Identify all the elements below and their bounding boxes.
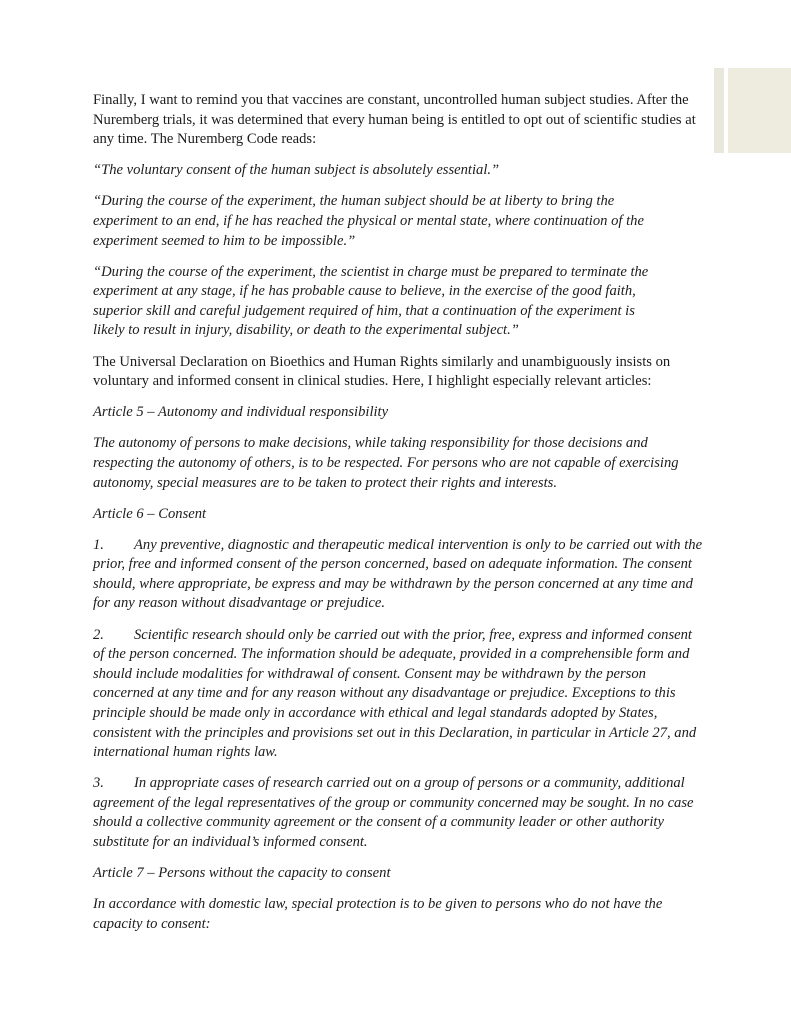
paragraph: [93, 774, 705, 852]
article-heading: [93, 403, 705, 423]
paragraph-text: The autonomy of persons to make decisions, while taking responsibility for those decisions and respecting the autonomy of others, is to be respected. For persons who are not capable of exercising autonomy, special measures are to be taken to protect their rights and interests.: [93, 435, 679, 491]
paragraph: [93, 192, 668, 251]
paragraph-text: In appropriate cases of research carried out on a group of persons or a community, additional agreement of the legal representatives of the group or community concerned may be sought. In no case should a collective community agreement or the consent of a community leader or other authority substitute for an individual’s informed consent.: [93, 775, 694, 850]
article-heading: [93, 864, 705, 884]
paragraph-text: “The voluntary consent of the human subject is absolutely essential.”: [93, 162, 500, 179]
paragraph-text: Any preventive, diagnostic and therapeutic medical intervention is only to be carried out with the prior, free and informed consent of the person concerned, based on adequate information. The consent should, where appropriate, be express and may be withdrawn by the person concerned at any time and for any reason without disadvantage or prejudice.: [93, 536, 703, 612]
paragraph-text: In accordance with domestic law, special protection is to be given to persons who do not have the capacity to consent:: [93, 896, 663, 932]
paragraph-text: Article 6 – Consent: [93, 505, 207, 522]
paragraph: [93, 536, 705, 614]
article-heading: [93, 505, 705, 525]
paragraph: [93, 895, 705, 934]
paragraph-text: Article 5 – Autonomy and individual responsibility: [93, 404, 389, 421]
paragraph-text: Scientific research should only be carried out with the prior, free, express and informed consent of the person concerned. The information should be adequate, provided in a comprehensible form and should include modalities for withdrawal of consent. Consent may be withdrawn by the person concerned at any time and for any reason without any disadvantage or prejudice. Exceptions to this principle should be made only in accordance with ethical and legal standards adopted by States, consistent with the principles and provisions set out in this Declaration, in particular in Article 27, and international human rights law.: [93, 626, 697, 761]
paragraph: [93, 263, 668, 341]
paragraph: [93, 353, 705, 392]
paragraph-text: Finally, I want to remind you that vaccines are constant, uncontrolled human subject studies. After the Nuremberg trials, it was determined that every human being is entitled to opt out of scientific studies at any time. The Nuremberg Code reads:: [93, 92, 696, 148]
list-number: 2.: [93, 626, 104, 643]
margin-decoration-block: [728, 68, 791, 153]
paragraph-text: “During the course of the experiment, the human subject should be at liberty to bring the experiment to an end, if he has reached the physical or mental state, where continuation of the experiment seemed to him to be impossible.”: [93, 193, 644, 249]
paragraph-text: The Universal Declaration on Bioethics and Human Rights similarly and unambiguously insists on voluntary and informed consent in clinical studies. Here, I highlight especially relevant articles:: [93, 353, 671, 390]
list-number: 3.: [93, 775, 104, 792]
paragraph: [93, 161, 668, 181]
paragraph-text: “During the course of the experiment, the scientist in charge must be prepared to terminate the experiment at any stage, if he has probable cause to believe, in the exercise of the good faith, superior skill and careful judgement required of him, that a continuation of the experiment is likely to result in injury, disability, or death to the experimental subject.”: [93, 263, 649, 339]
paragraph: [93, 434, 705, 493]
paragraph: [93, 91, 705, 150]
list-number: 1.: [93, 536, 104, 553]
paragraph-text: Article 7 – Persons without the capacity to consent: [93, 865, 391, 882]
margin-decoration-bar: [714, 68, 724, 153]
document-content: [93, 91, 705, 946]
paragraph: [93, 626, 705, 763]
